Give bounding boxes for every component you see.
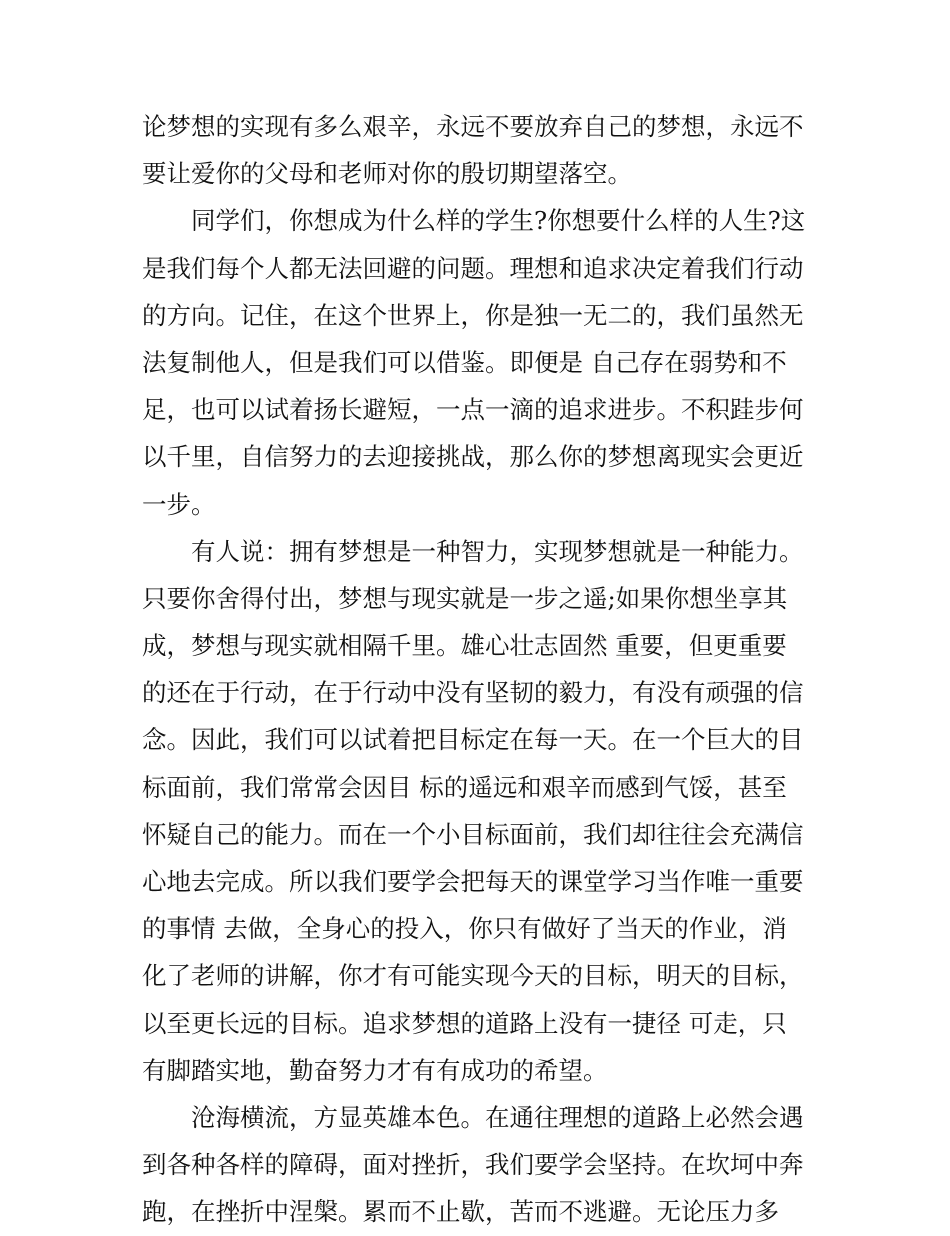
text-line: 足，也可以试着扬长避短，一点一滴的追求进步。不积跬步何 xyxy=(142,395,804,425)
text-line: 的方向。记住，在这个世界上，你是独一无二的，我们虽然无 xyxy=(142,300,804,330)
text-line: 标面前，我们常常会因目 标的遥远和艰辛而感到气馁，甚至 xyxy=(142,772,787,802)
text-line: 有脚踏实地，勤奋努力才有有成功的希望。 xyxy=(142,1055,608,1085)
text-line: 有人说：拥有梦想是一种智力，实现梦想就是一种能力。 xyxy=(191,536,804,566)
text-line: 到各种各样的障碍，面对挫折，我们要学会坚持。在坎坷中奔 xyxy=(142,1150,804,1180)
text-line: 论梦想的实现有多么艰辛，永远不要放弃自己的梦想，永远不 xyxy=(142,112,804,141)
text-line: 法复制他人，但是我们可以借鉴。即便是 自己存在弱势和不 xyxy=(142,347,787,377)
text-line: 化了老师的讲解，你才有可能实现今天的目标，明天的目标， xyxy=(142,961,804,991)
text-line: 以千里，自信努力的去迎接挑战，那么你的梦想离现实会更近 xyxy=(142,442,804,472)
text-line: 成，梦想与现实就相隔千里。雄心壮志固然 重要，但更重要 xyxy=(142,631,787,661)
text-line: 一步。 xyxy=(142,489,216,519)
text-line: 念。因此，我们可以试着把目标定在每一天。在一个巨大的目 xyxy=(142,725,804,755)
text-line: 是我们每个人都无法回避的问题。理想和追求决定着我们行动 xyxy=(142,253,804,283)
text-line: 同学们，你想成为什么样的学生?你想要什么样的人生?这 xyxy=(191,206,806,236)
text-line: 的事情 去做，全身心的投入，你只有做好了当天的作业，消 xyxy=(142,914,787,944)
text-line: 只要你舍得付出，梦想与现实就是一步之遥;如果你想坐享其 xyxy=(142,583,788,613)
document-body xyxy=(142,103,822,1236)
text-line: 怀疑自己的能力。而在一个小目标面前，我们却往往会充满信 xyxy=(142,819,804,849)
text-line: 要让爱你的父母和老师对你的殷切期望落空。 xyxy=(142,159,632,189)
text-line: 以至更长远的目标。追求梦想的道路上没有一捷径 可走，只 xyxy=(142,1008,787,1038)
text-line: 沧海横流，方显英雄本色。在通往理想的道路上必然会遇 xyxy=(191,1102,804,1132)
text-line: 的还在于行动，在于行动中没有坚韧的毅力，有没有顽强的信 xyxy=(142,678,804,708)
text-line: 跑，在挫折中涅槃。累而不止歇，苦而不逃避。无论压力多 xyxy=(142,1197,779,1227)
text-line: 心地去完成。所以我们要学会把每天的课堂学习当作唯一重要 xyxy=(142,867,804,896)
